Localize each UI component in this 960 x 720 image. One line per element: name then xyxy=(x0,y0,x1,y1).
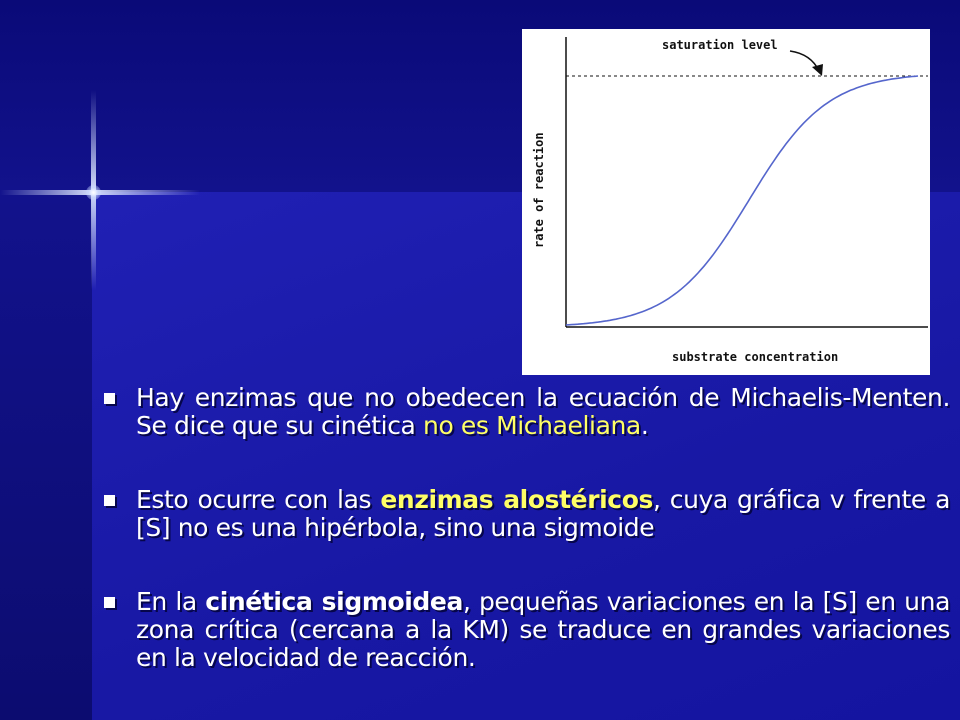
bullet-highlight: no es Michaeliana xyxy=(423,411,641,440)
background-left-band xyxy=(0,192,92,720)
light-flare-core xyxy=(86,185,101,200)
y-axis-label: rate of reaction xyxy=(532,132,546,248)
bullet-segment: , cuya gráfica v frente a [S] no es una hipérbola, sino una sigmoide xyxy=(136,485,951,542)
bullet-segment: En la xyxy=(136,587,206,616)
sigmoid-chart xyxy=(522,29,930,375)
bullet-bold-term: cinética sigmoidea xyxy=(205,587,463,616)
bullet-item xyxy=(102,486,950,542)
bullet-highlight: enzimas alostéricos xyxy=(380,485,653,514)
bullet-segment: , pequeñas variaciones en la [S] en una zona crítica (cercana a la KM) se traduce en grandes variaciones en la velocidad de reacción. xyxy=(136,587,950,672)
annotation-saturation-level: saturation level xyxy=(662,38,778,52)
chart-svg xyxy=(522,29,930,375)
bullet-item xyxy=(102,384,950,440)
x-axis-label: substrate concentration xyxy=(672,350,839,364)
bullet-marker-icon xyxy=(104,495,115,506)
bullet-segment: Hay enzimas que no obedecen la ecuación de Michaelis-Menten. Se dice que su cinética xyxy=(136,383,950,440)
bullet-segment: . xyxy=(640,411,649,440)
sigmoid-curve xyxy=(566,76,918,325)
bullet-list xyxy=(102,384,950,718)
bullet-marker-icon xyxy=(104,597,115,608)
annotation-arrowhead xyxy=(812,64,823,76)
bullet-marker-icon xyxy=(104,393,115,404)
bullet-segment: Esto ocurre con las xyxy=(136,485,381,514)
bullet-item xyxy=(102,588,950,672)
